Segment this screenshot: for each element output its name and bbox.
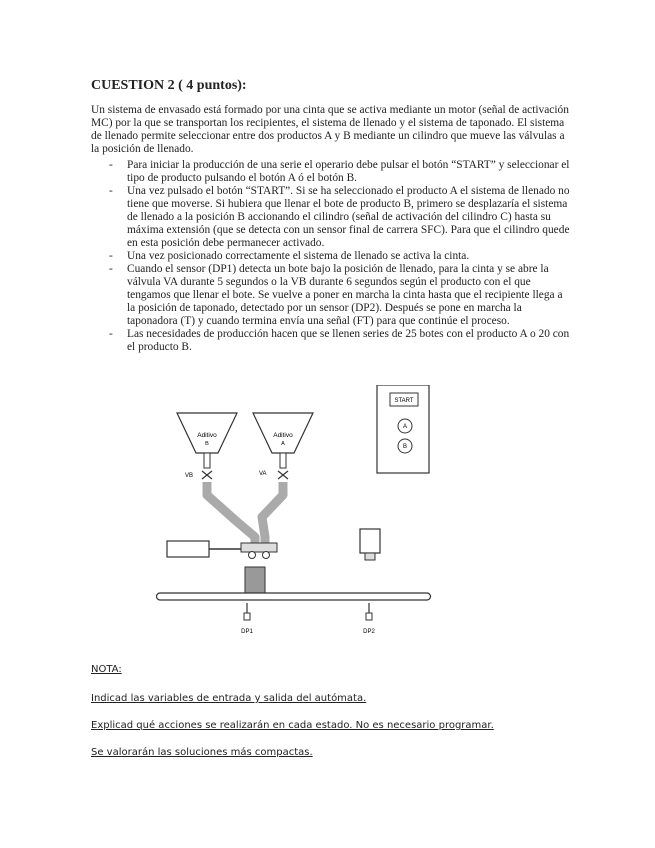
- conveyor-right-end: [427, 593, 431, 600]
- note-line-1: Indicad las variables de entrada y salida del autómata.: [91, 693, 367, 704]
- capper-head: [365, 553, 375, 560]
- list-item: - Cuando el sensor (DP1) detecta un bote bajo la posición de llenado, para la cinta y se abre la válvula VA durante 5 segundos o la VB durante 6 segundos según el producto con el que tengamos que llenar el bote. Se vuelve a poner en marcha la cinta hasta que el recipiente llega a la posición de taponado, detectado por un sensor (DP2). Después se pone en marcha la taponadora (T) y cuando termina envía una señal (FT) para que continúe el proceso.: [109, 263, 563, 327]
- sensor-2-icon: [366, 613, 372, 620]
- cylinder-body: [167, 541, 209, 557]
- sensor-2-label: DP2: [363, 629, 375, 635]
- sensor-1-icon: [244, 613, 250, 620]
- sensor-1-label: DP1: [241, 629, 253, 635]
- valve-b-pipe: [204, 453, 210, 468]
- note-line-2: Explicad qué acciones se realizarán en cada estado. No es necesario programar.: [91, 720, 494, 731]
- bullet-text: Las necesidades de producción hacen que se llenen series de 25 botes con el producto A o 20 con el producto B.: [127, 328, 570, 353]
- filler-head: [241, 543, 277, 552]
- packaging-diagram: [155, 385, 445, 640]
- note-title: NOTA:: [91, 664, 122, 675]
- nozzle-left: [249, 552, 256, 559]
- bullet-text: Cuando el sensor (DP1) detecta un bote bajo la posición de llenado, para la cinta y se abre la válvula VA durante 5 segundos o la VB durante 6 segundos según el producto con el que tengamos que llenar el bote. Se vuelve a poner en marcha la cinta hasta que el recipiente llega a la posición de taponado, detectado por un sensor (DP2). Después se pone en marcha la taponadora (T) y cuando termina envía una señal (FT) para que continúe el proceso.: [127, 263, 563, 327]
- valve-b-label: VB: [185, 473, 194, 479]
- conveyor-left-end: [157, 593, 161, 600]
- nozzle-right: [263, 552, 270, 559]
- pipe-b: [207, 482, 255, 547]
- question-title: CUESTION 2 ( 4 puntos):: [91, 78, 247, 93]
- hopper-a-label: Aditivo: [273, 432, 293, 439]
- valve-a-icon: [278, 471, 288, 479]
- list-item: - Para iniciar la producción de una serie el operario debe pulsar el botón “START” y seleccionar el tipo de producto pulsando el botón A ó el botón B.: [109, 159, 570, 184]
- bullet-text: Una vez pulsado el botón “START”. Si se ha seleccionado el producto A el sistema de llenado no tiene que moverse. Si hubiera que llenar el bote de producto B, primero se desplazaría el sistema de llenado a la posición B accionando el cilindro (señal de activación del cilindro C) hasta su máxima extensión (que se detecta con un sensor final de carrera SFC). Para que el cilindro quede en esta posición debe permanecer activado.: [127, 185, 570, 249]
- list-item: - Las necesidades de producción hacen que se llenen series de 25 botes con el producto A o 20 con el producto B.: [109, 328, 570, 353]
- button-b-label: B: [402, 444, 408, 450]
- hopper-a-letter: A: [281, 441, 285, 447]
- pipe-a: [262, 482, 283, 547]
- hopper-b-letter: B: [205, 441, 209, 447]
- container: [245, 567, 265, 593]
- start-button-label: START: [394, 398, 414, 404]
- valve-a-label: VA: [259, 471, 267, 477]
- requirements-list: [91, 159, 571, 354]
- bullet-text: Para iniciar la producción de una serie el operario debe pulsar el botón “START” y seleccionar el tipo de producto pulsando el botón A ó el botón B.: [127, 159, 570, 184]
- capper: [360, 529, 380, 553]
- intro-paragraph: Un sistema de envasado está formado por una cinta que se activa mediante un motor (señal de activación MC) por la que se transportan los recipientes, el sistema de llenado y el sistema de taponado. El sistema de llenado permite seleccionar entre dos productos A y B mediante un cilindro que mueve las válvulas a la posición de llenado.: [91, 104, 569, 155]
- hopper-b-label: Aditivo: [197, 432, 217, 439]
- valve-b-icon: [202, 471, 212, 479]
- note-line-3: Se valorarán las soluciones más compactas.: [91, 747, 313, 758]
- bullet-text: Una vez posicionado correctamente el sistema de llenado se activa la cinta.: [127, 250, 470, 262]
- button-a-label: A: [402, 424, 408, 430]
- valve-a-pipe: [280, 453, 286, 468]
- list-item: - Una vez pulsado el botón “START”. Si se ha seleccionado el producto A el sistema de llenado no tiene que moverse. Si hubiera que llenar el bote de producto B, primero se desplazaría el sistema de llenado a la posición B accionando el cilindro (señal de activación del cilindro C) hasta su máxima extensión (que se detecta con un sensor final de carrera SFC). Para que el cilindro quede en esta posición debe permanecer activado.: [109, 185, 570, 249]
- list-item: - Una vez posicionado correctamente el sistema de llenado se activa la cinta.: [109, 250, 470, 262]
